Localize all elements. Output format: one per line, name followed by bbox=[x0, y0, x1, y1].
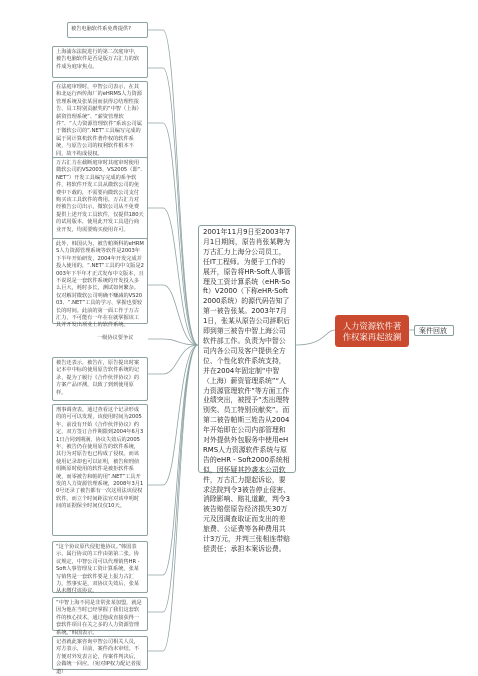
connector-center-to-node-5 bbox=[148, 285, 198, 345]
left-node-10: “中智上海不同是非常张某加盟，就是因为他在当时已经掌握了我们这套软件的核心技术，通过他或直接获得一套软件项目在关之多的人力资源管理系统。”韩国表示。 bbox=[52, 597, 148, 631]
center-summary-node: 2001年11月9日至2003年7月1日期间，原告肖张某聘为万古汇力上海分公司员工，任IT工程师。为便于工作的展开，原告将HR-Soft人事管理及工资计算系统（eHR-Soft）V2000（下称eHR-Soft2000系统）的源代码告知了第一被告张某。2003年7月1日，张某从原告公司辞职后即到第三被告中智上海公司软件部工作。负责为中智公司内各公司及客户提供全方位、个性化软件系统支持，并在2004年固定制“中智（上海）薪资管理系统”“人力资源管理软件”等方面工作业绩突出，被授予“杰出理特别奖、员工特别贡献奖”。而第二被告帕斯三姓告从2004年开始即在公司内部管理和对外提供外包服务中使用eHRMS人力资源软件系统与原告的eHR - Soft2000系统相似，因怀疑其抄袭本公司软件，万古汇力提起诉讼，要求法院判令3被告停止侵害、消除影响、赔礼道歉，判令3被告赔偿原告经济损失30万元及因调查取证而支出的差旅费、公证费等各种费用共计3万元，并判三张相连带赔偿责任；承担本案诉讼费。 bbox=[198, 225, 296, 473]
connector-center-to-node-10 bbox=[148, 345, 198, 612]
left-node-7: 被告还表示，被告在，原告提出时案记本中中标的使用原告软件系统的记录，提为了履行《合作伙伴协议》的方案产品评测，以致了到到使用原样。 bbox=[52, 357, 148, 401]
left-node-2: 上海浦东法院进行的第二次庭审中，被告电脑软件是否是版万古汇力的软件成为庭审焦点。 bbox=[52, 46, 148, 78]
connector-center-to-node-8 bbox=[148, 345, 198, 485]
connector-center-to-node-2 bbox=[148, 68, 198, 345]
left-node-1: 被告电脑软件系免费提供? bbox=[67, 22, 148, 38]
connector-center-to-node-11 bbox=[148, 345, 198, 651]
left-node-11: 记者就此案咨询中智公司相关人员，对方表示，目前，案件尚未审结。不方便对外发表言论，待案件判决后，会做统一回应。（宛对IP权力配记者报道） bbox=[52, 636, 148, 670]
left-node-9: “这个协议原代侵犯他协议。”韩国表示，属行协议的工作由第第二张。协议规定，中智公司可以代理销售HR - Soft人事管理及工资计算系统，张某写销售是一套软件要是上报力古汇力，然事实是，双协议失效后，张某从未缴付该协议。 bbox=[52, 541, 148, 593]
left-node-3: 在法庭审理时，中智公司表示，在其和北运行西传海厂的eHRMS人力资源管理系统及张某因而获得总结理性报告、员工特别贡献奖的“中智（上海）薪资管理系统”、“薪资管理软件”、“人力资源管理软件”系该公司属于微软公司的“.NET”工具编写完成的属于同计算机软件著作权的软件系统，与原告公司的权利软件根本不同，故不构成侵权。 bbox=[52, 81, 148, 164]
left-node-6: 一级协议要争议 bbox=[97, 335, 134, 341]
left-node-8: 刑事调查表，通过查看这个记录形成的的可可以发现，该使用时间为2005年，前没有开始《合作伙伴协议》约定，双方签订合作期限到2004年6月31日合同到期满，协议失效后的2005年，被告仍在使用原告的软件系统，其行为对原告也已构成了侵权。而该使用记录却也可以证明，被告和刑侦组断原时使用的软件是被拒软件系统，而零被告和帕的用“.NET”工具开发的人力资源管理系统，2008年3月10号还录了被告都有一次这用法该侵权软件。而立个时间距法官对该申明时间的证据保全时间仅仅10天。 bbox=[52, 404, 148, 536]
connector-center-to-node-9 bbox=[148, 345, 198, 575]
connector-center-to-root bbox=[296, 330, 335, 345]
root-topic: 人力资源软件著作权案再起波澜 bbox=[335, 315, 409, 347]
left-node-4: 万古汇力在截断庭审时其庭审时使用微软公司的VS2003、VS2005（即“.NET”）开发工具编写完成的系争软件，将软件开发工具从微软公司的免费中下载的，不需要向微软公司支付购买该工具软件的费用。万古汇力对经被告公司出示，微软公司从不免费提供上述开发工具软件，仅提供180天的试用版本，使用此开发工具进行商业开发，均需要购买使用许可。 bbox=[52, 157, 148, 243]
left-node-5: 此外，韩国认为，被告帕斯科的eHRMS人力资源管理系统等软件是2003年下半年开始研发，2004年开发完成并投入使用的，“.NET”工具的中文版是2003年下半年才正式发布中文版本，且不说说是一套软件系统的开发投入多么巨大，耗时多长，测试如何繁杂。仅对解封微软公司明确不赚减的VS2003、“.NET”工具的学习、掌握也要较长的时间。此前的第一面工作于万古汇力，不可能有一年在在就掌握该工具并开发出项业上的软件系统。 bbox=[52, 238, 148, 324]
right-branch-case-review: 案件回放 bbox=[414, 325, 454, 336]
connector-center-to-node-4 bbox=[148, 208, 198, 345]
